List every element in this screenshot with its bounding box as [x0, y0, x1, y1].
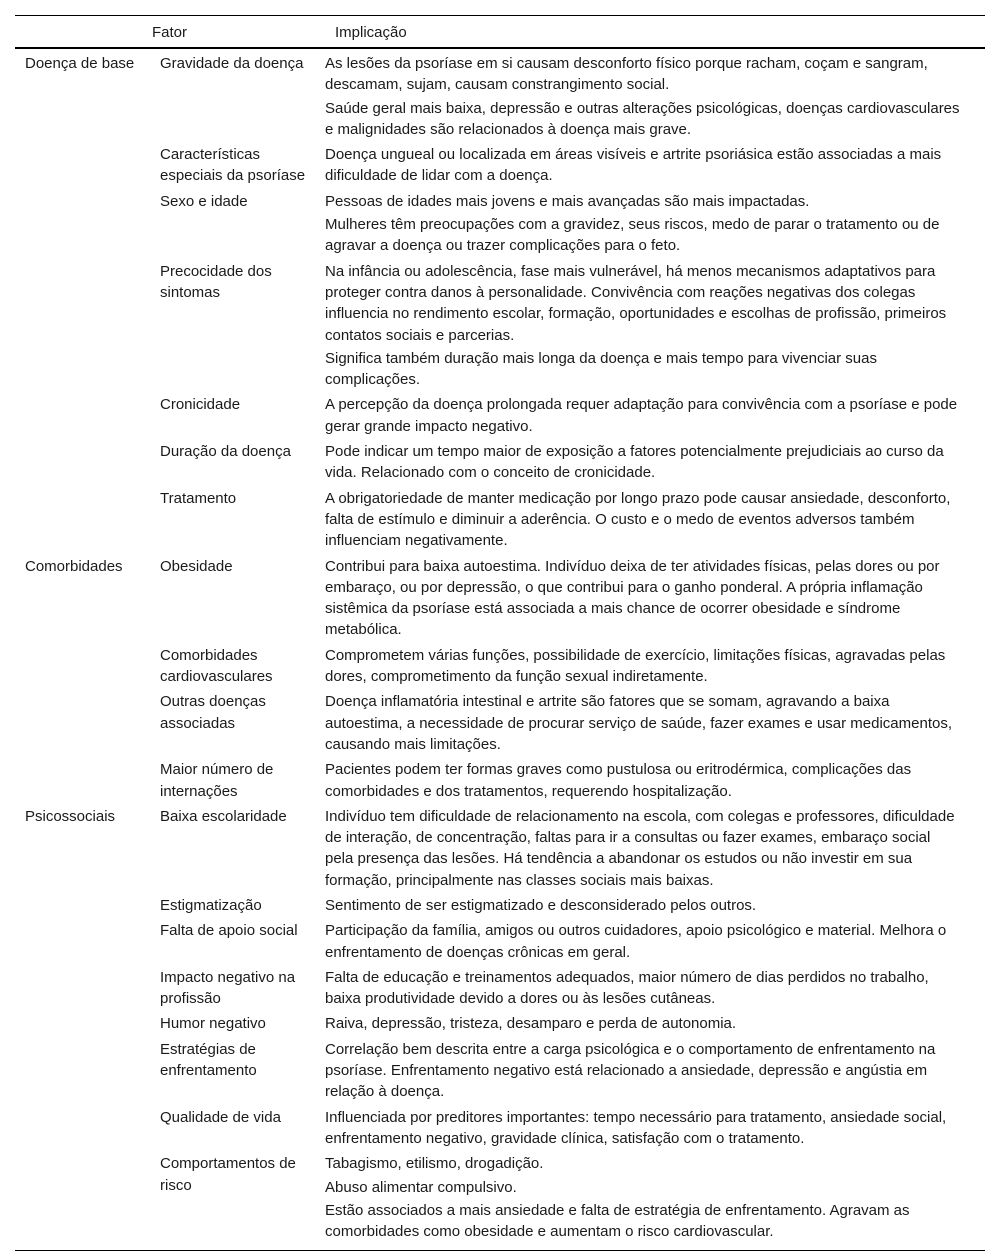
table-row [160, 1151, 985, 1244]
implication-paragraph: Raiva, depressão, tristeza, desamparo e perda de autonomia. [325, 1015, 737, 1033]
implication-paragraph: Doença ungueal ou localizada em áreas visíveis e artrite psoriásica estão associadas a mais dificuldade de lidar com a doença. [325, 146, 942, 185]
table-row [160, 439, 985, 486]
implication-cell [325, 191, 985, 259]
group-rows [160, 554, 985, 804]
group-label: Comorbidades [25, 557, 123, 575]
table-row [160, 893, 985, 918]
factor-cell: Maior número de internações [160, 761, 274, 800]
implication-cell [325, 394, 985, 439]
implication-paragraph: Pode indicar um tempo maior de exposição a fatores potencialmente prejudiciais ao curso da vida. Relacionado com o conceito de cronicidade. [325, 443, 944, 482]
implication-paragraph: Pacientes podem ter formas graves como pustulosa ou eritrodérmica, complicações das comorbidades e dos tratamentos, requerendo hospitalização. [325, 761, 912, 800]
table-row [160, 554, 985, 643]
implication-paragraph: Estão associados a mais ansiedade e falta de estratégia de enfrentamento. Agravam as comorbidades como obesidade e aumentam o risco cardiovascular. [325, 1201, 910, 1241]
header-fator: Fator [152, 24, 188, 41]
implication-cell [325, 806, 985, 893]
table-row [160, 1011, 985, 1036]
implication-cell [325, 556, 985, 643]
table-group [15, 49, 985, 554]
implication-paragraph: Pessoas de idades mais jovens e mais avançadas são mais impactadas. [325, 192, 810, 210]
implication-paragraph: Saúde geral mais baixa, depressão e outras alterações psicológicas, doenças cardiovasculares e malignidades são relacionados à doença mais grave. [325, 99, 960, 138]
implication-cell [325, 895, 985, 918]
implication-paragraph: Correlação bem descrita entre a carga psicológica e o comportamento de enfrentamento na psoríase. Enfrentamento negativo está relacionado a ansiedade, depressão e angústia em relação à doença. [325, 1040, 936, 1101]
group-label: Doença de base [25, 55, 135, 72]
factor-cell: Cronicidade [160, 396, 241, 414]
factor-cell: Outras doenças associadas [160, 693, 266, 732]
table-row [160, 689, 985, 757]
table-row [160, 643, 985, 690]
factor-cell: Qualidade de vida [160, 1108, 281, 1126]
factor-cell: Baixa escolaridade [160, 807, 287, 825]
implication-cell [325, 144, 985, 189]
factor-cell: Sexo e idade [160, 192, 248, 210]
implication-cell [325, 920, 985, 965]
table-row [160, 918, 985, 965]
table-group [15, 804, 985, 1245]
implication-paragraph: Indivíduo tem dificuldade de relacionamento na escola, com colegas e professores, dificuldade de interação, de concentração, faltas para ir a consultas ou fazer exames, embaraço social pela presença das lesões. Há tendência a abandonar os estudos ou não investir em sua formação, principalmente nas classes sociais mais baixas. [325, 807, 955, 889]
table-header [15, 16, 985, 47]
factor-cell: Falta de apoio social [160, 922, 298, 940]
implication-cell [325, 759, 985, 804]
table-row [160, 965, 985, 1012]
group-label: Psicossociais [25, 807, 116, 825]
implication-paragraph: Doença inflamatória intestinal e artrite são fatores que se somam, agravando a baixa autoestima, a necessidade de procurar serviço de saúde, fazer exames e usar medicamentos, causando mais limitações. [325, 693, 952, 753]
implication-cell [325, 1013, 985, 1036]
table-row [160, 486, 985, 554]
implication-paragraph: Na infância ou adolescência, fase mais vulnerável, há menos mecanismos adaptativos para proteger contra danos à personalidade. Convivência com reações negativas dos colegas influencia no rendimento escolar, formação, oportunidades e escolhas de profissão, primeiros contatos sociais e parcerias. [325, 262, 947, 344]
factor-cell: Características especiais da psoríase [160, 146, 306, 185]
table-row [160, 757, 985, 804]
implication-cell [325, 1107, 985, 1152]
implication-paragraph: As lesões da psoríase em si causam desconforto físico porque racham, coçam e sangram, descamam, sujam, causam constrangimento social. [325, 55, 928, 94]
implication-paragraph: Sentimento de ser estigmatizado e desconsiderado pelos outros. [325, 896, 757, 914]
implication-paragraph: Significa também duração mais longa da doença e mais tempo para vivenciar suas complicações. [325, 349, 877, 389]
factor-cell: Precocidade dos sintomas [160, 262, 272, 301]
factor-cell: Comorbidades cardiovasculares [160, 646, 273, 686]
header-implicacao: Implicação [335, 24, 407, 41]
implication-paragraph: Falta de educação e treinamentos adequados, maior número de dias perdidos no trabalho, baixa produtividade devido a dores ou às lesões cutâneas. [325, 968, 929, 1008]
implication-cell [325, 645, 985, 690]
implication-cell [325, 441, 985, 486]
implication-paragraph: A obrigatoriedade de manter medicação por longo prazo pode causar ansiedade, desconforto, falta de estímulo e diminuir a aderência. O custo e o medo de eventos adversos também influenciam negativamente. [325, 489, 951, 550]
implication-paragraph: A percepção da doença prolongada requer adaptação para convivência com a psoríase e pode gerar grande impacto negativo. [325, 396, 958, 435]
table-row [160, 804, 985, 893]
factor-cell: Estigmatização [160, 896, 262, 914]
implication-paragraph: Mulheres têm preocupações com a gravidez, seus riscos, medo de parar o tratamento ou de agravar a doença ou trazer complicações para o feto. [325, 216, 940, 255]
table-row [160, 1105, 985, 1152]
factor-cell: Impacto negativo na profissão [160, 968, 296, 1008]
implication-paragraph: Contribui para baixa autoestima. Indivíduo deixa de ter atividades físicas, pelas dores ou por embaraço, ou por depressão, o que contribui para o ganho ponderal. A própria inflamação sistêmica da psoríase está associada a mais chance de ocorrer obesidade e síndrome metabólica. [325, 557, 940, 639]
factor-cell: Obesidade [160, 557, 233, 575]
table-row [160, 1037, 985, 1105]
implication-paragraph: Tabagismo, etilismo, drogadição. [325, 1155, 544, 1173]
group-rows [160, 804, 985, 1245]
table-row [160, 392, 985, 439]
implication-cell [325, 261, 985, 393]
table-body [15, 49, 985, 1244]
table-row [160, 51, 985, 142]
factor-cell: Estratégias de enfrentamento [160, 1040, 257, 1080]
implication-paragraph: Participação da família, amigos ou outros cuidadores, apoio psicológico e material. Melhora o enfrentamento de doenças crônicas em geral. [325, 922, 947, 961]
implication-paragraph: Comprometem várias funções, possibilidade de exercício, limitações físicas, agravadas pelas dores, comprometimento da função sexual indiretamente. [325, 646, 946, 686]
factor-cell: Humor negativo [160, 1015, 266, 1033]
factors-table [15, 15, 985, 1251]
table-group [15, 554, 985, 804]
factor-cell: Tratamento [160, 489, 237, 507]
table-row [160, 142, 985, 189]
implication-cell [325, 53, 985, 142]
table-row [160, 189, 985, 259]
factor-cell: Duração da doença [160, 443, 291, 461]
group-rows [160, 51, 985, 554]
implication-cell [325, 488, 985, 554]
implication-cell [325, 967, 985, 1012]
factor-cell: Comportamentos de risco [160, 1155, 296, 1194]
implication-cell [325, 691, 985, 757]
factor-cell: Gravidade da doença [160, 55, 304, 72]
implication-paragraph: Abuso alimentar compulsivo. [325, 1178, 517, 1196]
table-row [160, 259, 985, 393]
implication-paragraph: Influenciada por preditores importantes: tempo necessário para tratamento, ansiedade social, enfrentamento negativo, gravidade clínica, satisfação com o tratamento. [325, 1108, 947, 1147]
implication-cell [325, 1039, 985, 1105]
